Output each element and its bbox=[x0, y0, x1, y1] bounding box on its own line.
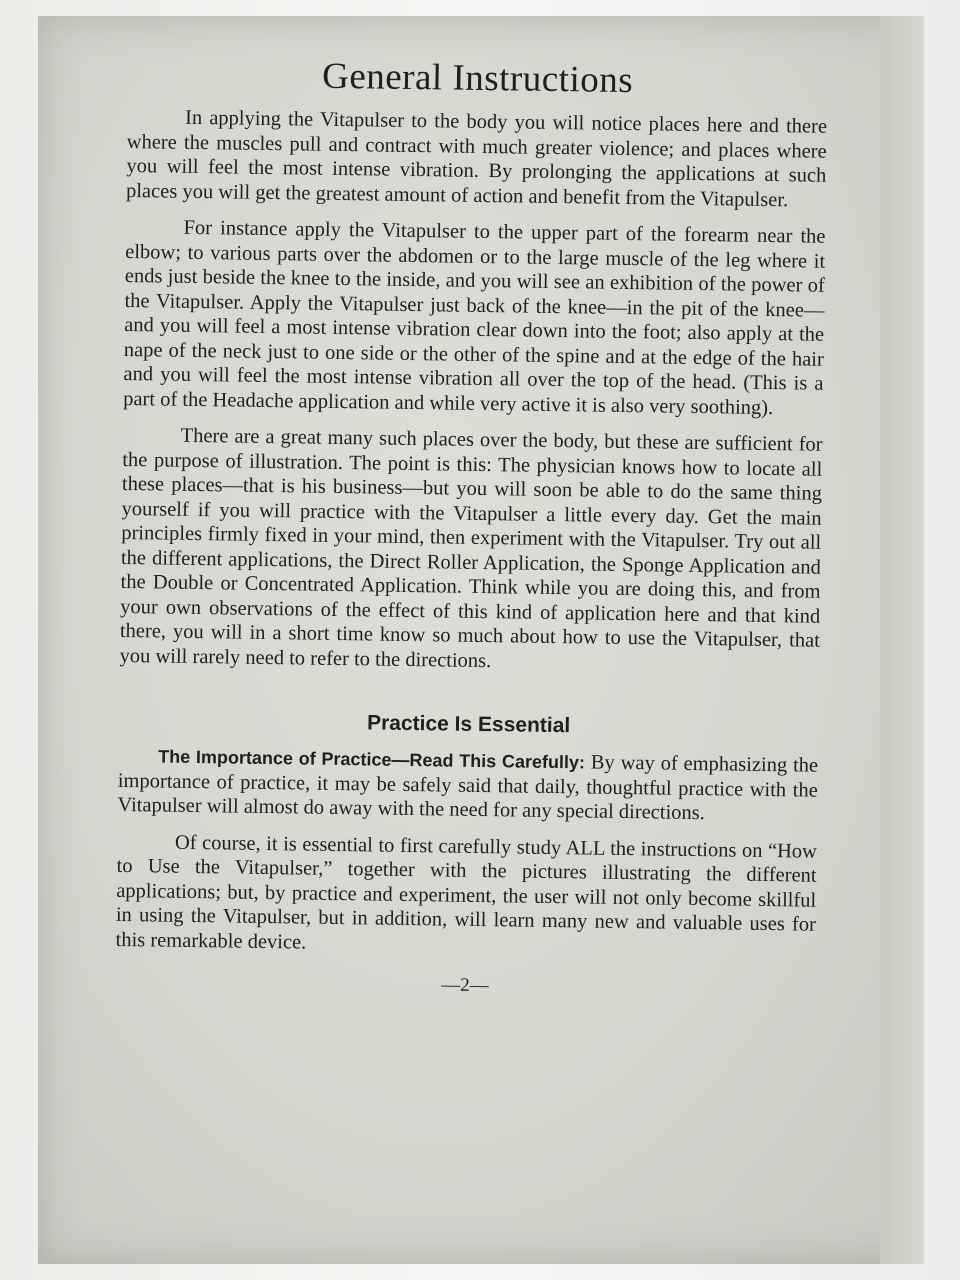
section-lead: The Importance of Practice—Read This Carefully: bbox=[158, 746, 586, 773]
paragraph-2: For instance apply the Vitapulser to the upper part of the forearm near the elbow; to various parts over the abdomen or to the large muscle of the leg where it ends just beside the knee to the inside, and you will see an exhibition of the power of the Vitapulser. Apply the Vitapulser just back of the knee—in the pit of the knee—and you will feel a most intense vibration clear down into the foot; also apply at the nape of the neck just to one side or the other of the spine and at the edge of the hair and you will feel the most intense vibration all over the top of the head. (This is a part of the Headache application and while very active it is also very soothing). bbox=[123, 216, 826, 419]
page-content bbox=[115, 52, 828, 1002]
paragraph-1: In applying the Vitapulser to the body you will notice places here and there where the muscles pull and contract with much greater violence; and places where you will feel the most intense vibration. By prolonging the applications at such places you will get the greatest amount of action and benefit from the Vitapulser. bbox=[125, 106, 828, 211]
section-paragraph-1 bbox=[117, 744, 818, 827]
page-number: —2— bbox=[441, 974, 489, 997]
section-title: Practice Is Essential bbox=[366, 711, 571, 738]
paragraph-3: There are a great many such places over the body, but these are sufficient for the purpose of illustration. The point is this: The physician knows how to locate all these places—that is his business—but you will soon be able to do the same thing yourself if you will practice with the Vitapulser a little every day. Get the main principles firmly fixed in your mind, then experiment with the Vitapulser. Try out all the different applications, the Direct Roller Application, the Sponge Application and the Double or Concentrated Application. Think while you are doing this, and from your own observations of the effect of this kind of application here and that kind there, you will in a short time know so much about how to use the Vitapulser, that you will rarely need to refer to the directions. bbox=[119, 424, 823, 672]
section-paragraph-2: Of course, it is essential to first carefully study ALL the instructions on “How to Use the Vitapulser,” together with the pictures illustrating the different applications; but, by practice and experiment, the user will not only become skillful in using the Vitapulser, but in addition, will learn many new and valuable uses for this remarkable device. bbox=[115, 831, 818, 954]
page-title: General Instructions bbox=[321, 55, 634, 102]
page-edge bbox=[880, 16, 924, 1264]
section-paragraph-1-text: By way of emphasizing the importance of practice, it may be safely said that daily, thoughtful practice with the Vitapulser will almost do away with the need for any special directions. bbox=[117, 751, 819, 825]
